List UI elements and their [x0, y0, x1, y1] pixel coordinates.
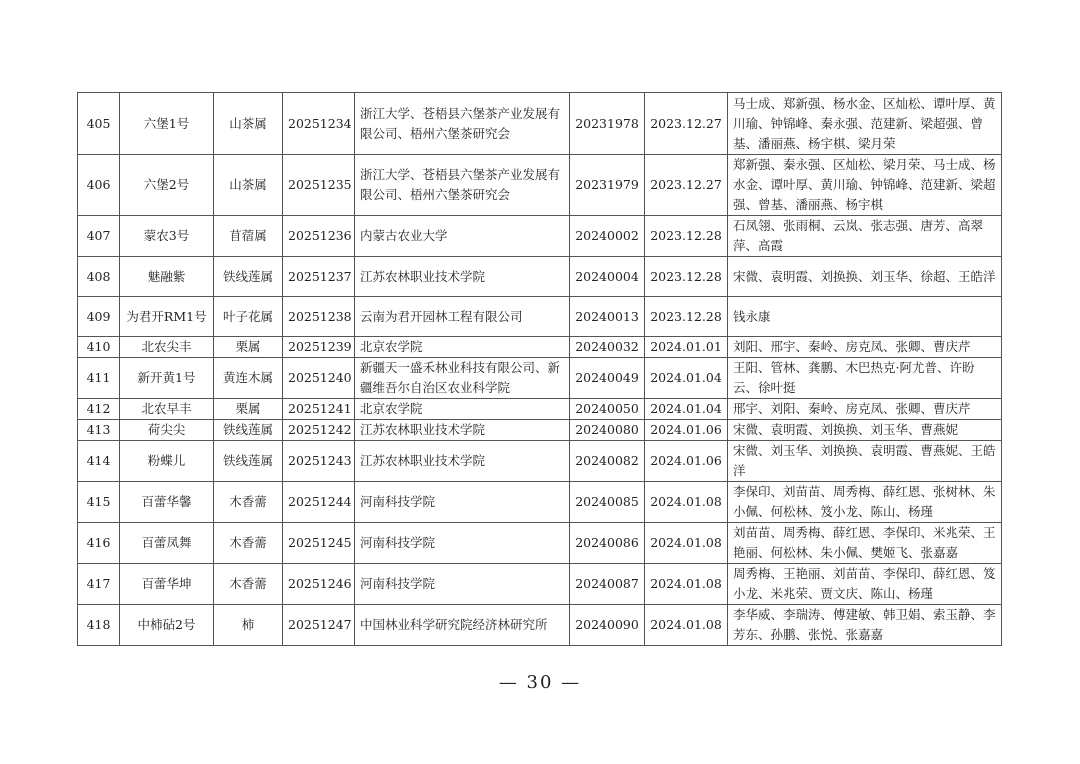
table-row — [78, 337, 1002, 358]
application-number-cell: 20251246 — [283, 564, 355, 605]
genus-cell: 叶子花属 — [214, 297, 283, 337]
genus-cell: 黄连木属 — [214, 358, 283, 399]
grant-number-cell: 20240082 — [570, 441, 645, 482]
variety-name-cell: 北农尖丰 — [120, 337, 214, 358]
table-row — [78, 399, 1002, 420]
breeders-cell: 马士成、郑新强、杨水金、区灿松、谭叶厚、黄川瑜、钟锦峰、秦永强、范建新、梁超强、曾基、潘丽燕、杨宇棋、梁月荣 — [728, 93, 1002, 155]
application-number-cell: 20251243 — [283, 441, 355, 482]
breeders-cell: 钱永康 — [728, 297, 1002, 337]
breeders-cell: 王阳、管林、龚鹏、木巴热克·阿尤普、许盼云、徐叶挺 — [728, 358, 1002, 399]
application-number-cell: 20251247 — [283, 605, 355, 646]
application-number-cell: 20251239 — [283, 337, 355, 358]
application-number-cell: 20251240 — [283, 358, 355, 399]
genus-cell: 铁线莲属 — [214, 420, 283, 441]
grant-number-cell: 20240090 — [570, 605, 645, 646]
application-number-cell: 20251241 — [283, 399, 355, 420]
applicant-cell: 浙江大学、苍梧县六堡茶产业发展有限公司、梧州六堡茶研究会 — [355, 93, 570, 155]
grant-number-cell: 20240002 — [570, 216, 645, 257]
breeders-cell: 宋微、袁明霞、刘换换、刘玉华、徐超、王皓洋 — [728, 257, 1002, 297]
row-number-cell: 407 — [78, 216, 120, 257]
applicant-cell: 河南科技学院 — [355, 523, 570, 564]
variety-name-cell: 中柿砧2号 — [120, 605, 214, 646]
grant-date-cell: 2023.12.28 — [645, 257, 728, 297]
grant-number-cell: 20240087 — [570, 564, 645, 605]
breeders-cell: 周秀梅、王艳丽、刘苗苗、李保印、薛红恩、笈小龙、米兆荣、贾文庆、陈山、杨瑾 — [728, 564, 1002, 605]
row-number-cell: 415 — [78, 482, 120, 523]
variety-name-cell: 百蕾凤舞 — [120, 523, 214, 564]
row-number-cell: 411 — [78, 358, 120, 399]
variety-name-cell: 百蕾华馨 — [120, 482, 214, 523]
table-row — [78, 441, 1002, 482]
breeders-cell: 刘阳、邢宇、秦岭、房克凤、张卿、曹庆芹 — [728, 337, 1002, 358]
application-number-cell: 20251238 — [283, 297, 355, 337]
grant-number-cell: 20240013 — [570, 297, 645, 337]
row-number-cell: 406 — [78, 155, 120, 216]
application-number-cell: 20251242 — [283, 420, 355, 441]
breeders-cell: 宋微、刘玉华、刘换换、袁明霞、曹燕妮、王皓洋 — [728, 441, 1002, 482]
row-number-cell: 408 — [78, 257, 120, 297]
genus-cell: 栗属 — [214, 337, 283, 358]
grant-date-cell: 2023.12.27 — [645, 155, 728, 216]
applicant-cell: 北京农学院 — [355, 399, 570, 420]
application-number-cell: 20251237 — [283, 257, 355, 297]
grant-date-cell: 2024.01.06 — [645, 420, 728, 441]
row-number-cell: 414 — [78, 441, 120, 482]
applicant-cell: 中国林业科学研究院经济林研究所 — [355, 605, 570, 646]
breeders-cell: 刘苗苗、周秀梅、薛红恩、李保印、米兆荣、王艳丽、何松林、朱小佩、樊姬飞、张嘉嘉 — [728, 523, 1002, 564]
grant-date-cell: 2023.12.28 — [645, 216, 728, 257]
table-row — [78, 564, 1002, 605]
applicant-cell: 内蒙古农业大学 — [355, 216, 570, 257]
applicant-cell: 河南科技学院 — [355, 564, 570, 605]
grant-date-cell: 2023.12.28 — [645, 297, 728, 337]
genus-cell: 铁线莲属 — [214, 441, 283, 482]
grant-date-cell: 2024.01.08 — [645, 523, 728, 564]
applicant-cell: 江苏农林职业技术学院 — [355, 420, 570, 441]
breeders-cell: 石凤翎、张雨桐、云岚、张志强、唐芳、高翠萍、高霞 — [728, 216, 1002, 257]
table-row — [78, 93, 1002, 155]
table-row — [78, 523, 1002, 564]
genus-cell: 木香薷 — [214, 482, 283, 523]
genus-cell: 铁线莲属 — [214, 257, 283, 297]
grant-number-cell: 20240086 — [570, 523, 645, 564]
application-number-cell: 20251236 — [283, 216, 355, 257]
table-row — [78, 482, 1002, 523]
row-number-cell: 412 — [78, 399, 120, 420]
applicant-cell: 新疆天一盛禾林业科技有限公司、新疆维吾尔自治区农业科学院 — [355, 358, 570, 399]
grant-date-cell: 2023.12.27 — [645, 93, 728, 155]
variety-name-cell: 六堡1号 — [120, 93, 214, 155]
row-number-cell: 413 — [78, 420, 120, 441]
grant-number-cell: 20231978 — [570, 93, 645, 155]
grant-date-cell: 2024.01.08 — [645, 564, 728, 605]
applicant-cell: 江苏农林职业技术学院 — [355, 257, 570, 297]
row-number-cell: 410 — [78, 337, 120, 358]
grant-number-cell: 20240050 — [570, 399, 645, 420]
breeders-cell: 李保印、刘苗苗、周秀梅、薛红恩、张树林、朱小佩、何松林、笈小龙、陈山、杨瑾 — [728, 482, 1002, 523]
breeders-cell: 李华威、李瑞涛、傅建敏、韩卫娟、索玉静、李芳东、孙鹏、张悦、张嘉嘉 — [728, 605, 1002, 646]
table-row — [78, 605, 1002, 646]
grant-number-cell: 20240085 — [570, 482, 645, 523]
row-number-cell: 416 — [78, 523, 120, 564]
genus-cell: 山茶属 — [214, 93, 283, 155]
row-number-cell: 417 — [78, 564, 120, 605]
variety-name-cell: 新开黄1号 — [120, 358, 214, 399]
breeders-cell: 宋微、袁明霞、刘换换、刘玉华、曹燕妮 — [728, 420, 1002, 441]
table-row — [78, 155, 1002, 216]
genus-cell: 栗属 — [214, 399, 283, 420]
breeders-cell: 郑新强、秦永强、区灿松、梁月荣、马士成、杨水金、谭叶厚、黄川瑜、钟锦峰、范建新、梁超强、曾基、潘丽燕、杨宇棋 — [728, 155, 1002, 216]
variety-name-cell: 北农早丰 — [120, 399, 214, 420]
row-number-cell: 409 — [78, 297, 120, 337]
table-row — [78, 358, 1002, 399]
genus-cell: 木香薷 — [214, 564, 283, 605]
application-number-cell: 20251234 — [283, 93, 355, 155]
applicant-cell: 云南为君开园林工程有限公司 — [355, 297, 570, 337]
grant-date-cell: 2024.01.08 — [645, 482, 728, 523]
row-number-cell: 418 — [78, 605, 120, 646]
application-number-cell: 20251245 — [283, 523, 355, 564]
grant-number-cell: 20240032 — [570, 337, 645, 358]
grant-number-cell: 20231979 — [570, 155, 645, 216]
variety-name-cell: 荷尖尖 — [120, 420, 214, 441]
genus-cell: 木香薷 — [214, 523, 283, 564]
grant-number-cell: 20240080 — [570, 420, 645, 441]
grant-date-cell: 2024.01.04 — [645, 399, 728, 420]
applicant-cell: 江苏农林职业技术学院 — [355, 441, 570, 482]
grant-date-cell: 2024.01.08 — [645, 605, 728, 646]
breeders-cell: 邢宇、刘阳、秦岭、房克凤、张卿、曹庆芹 — [728, 399, 1002, 420]
variety-table — [77, 92, 1002, 646]
variety-name-cell: 六堡2号 — [120, 155, 214, 216]
genus-cell: 山茶属 — [214, 155, 283, 216]
row-number-cell: 405 — [78, 93, 120, 155]
applicant-cell: 北京农学院 — [355, 337, 570, 358]
variety-name-cell: 为君开RM1号 — [120, 297, 214, 337]
table-row — [78, 216, 1002, 257]
grant-date-cell: 2024.01.01 — [645, 337, 728, 358]
grant-date-cell: 2024.01.04 — [645, 358, 728, 399]
table-row — [78, 420, 1002, 441]
table-row — [78, 297, 1002, 337]
variety-name-cell: 魅融紫 — [120, 257, 214, 297]
applicant-cell: 浙江大学、苍梧县六堡茶产业发展有限公司、梧州六堡茶研究会 — [355, 155, 570, 216]
grant-date-cell: 2024.01.06 — [645, 441, 728, 482]
table-body — [78, 93, 1002, 646]
table-row — [78, 257, 1002, 297]
genus-cell: 苜蓿属 — [214, 216, 283, 257]
variety-name-cell: 百蕾华坤 — [120, 564, 214, 605]
variety-name-cell: 蒙农3号 — [120, 216, 214, 257]
grant-number-cell: 20240004 — [570, 257, 645, 297]
variety-name-cell: 粉蝶儿 — [120, 441, 214, 482]
page-number: — 30 — — [498, 672, 582, 693]
grant-number-cell: 20240049 — [570, 358, 645, 399]
genus-cell: 柿 — [214, 605, 283, 646]
application-number-cell: 20251235 — [283, 155, 355, 216]
applicant-cell: 河南科技学院 — [355, 482, 570, 523]
application-number-cell: 20251244 — [283, 482, 355, 523]
